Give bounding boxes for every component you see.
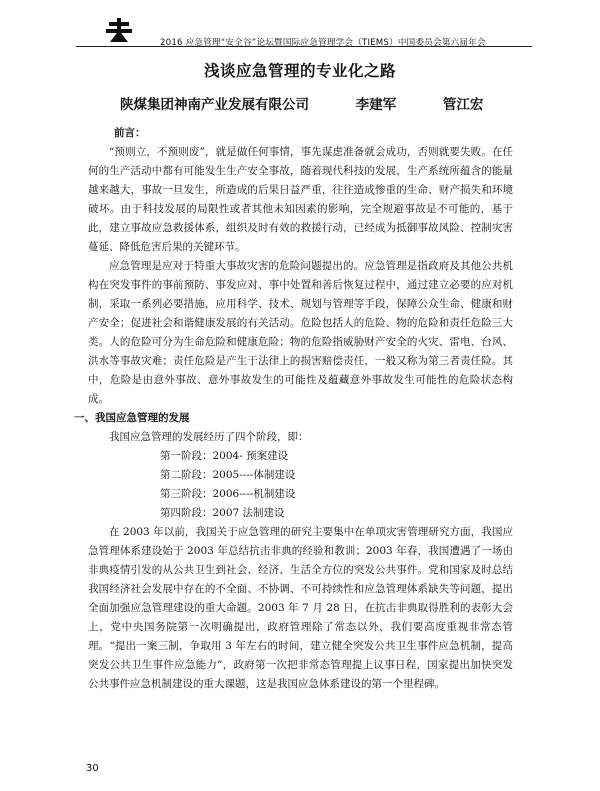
article-title: 浅谈应急管理的专业化之路 <box>203 62 396 80</box>
body-paragraph: 在 2003 年以前，我国关于应急管理的研究主要集中在单项灾害管理研究方面，我国应急管理体系建设始于 2003 年总结抗击非典的经验和教训；2003 年春，我国遭遇了一场由非典疫情引发的从公共卫生到社会、经济、生活全方位的突发公共事件。党和国家及时总结我国经济社会发展中存在的不全面、不协调、不可持续性和应急管理体系缺失等问题，提出全面加强应急管理建设的重大命题。2003 年 7 月 28 日，在抗击非典取得胜利的表彰大会上，党中央国务院第一次明确提出，政府管理除了常态以外，我们要高度重视非常态管理。“提出一案三制，争取用 3 年左右的时间，建立健全突发公共卫生事件应急机制，提高突发公共卫生事件应急能力”，政府第一次把非常态管理提上议事日程，国家提出加快突发公共事件应急机制建设的重大课题，这是我国应急体系建设的第一个里程碑。 <box>88 526 513 690</box>
author-name: 管江宏 <box>442 97 484 113</box>
stage-item: 第三阶段：2006----机制建设 <box>160 488 296 500</box>
article-body <box>74 124 513 694</box>
running-header <box>76 16 532 46</box>
section-lead: 我国应急管理的发展经历了四个阶段，即： <box>109 431 309 443</box>
author-line <box>120 93 505 113</box>
intro-paragraph: 应急管理是应对于特重大事故灾害的危险问题提出的。应急管理是指政府及其他公共机构在突发事件的事前预防、事发应对、事中处置和善后恢复过程中，通过建立必要的应对机制，采取一系列必要措施，应用科学、技术、规划与管理等手段，保障公众生命、健康和财产安全；促进社会和谐健康发展的有关活动。危险包括人的危险、物的危险和责任危险三大类。人的危险可分为生命危险和健康危险；物的危险指威胁财产安全的火灾、雷电、台风、洪水等事故灾难；责任危险是产生于法律上的损害赔偿责任，一般又称为第三者责任险。其中，危险是由意外事故、意外事故发生的可能性及蕴藏意外事故发生可能性的危险状态构成。 <box>88 260 513 405</box>
conference-logo-icon <box>106 18 132 42</box>
stage-item: 第二阶段：2005----体制建设 <box>160 469 296 481</box>
stage-list <box>88 447 513 523</box>
author-organization: 陕煤集团神南产业发展有限公司 <box>120 97 309 113</box>
header-rule <box>76 46 532 47</box>
stage-item: 第一阶段：2004- 预案建设 <box>160 450 289 462</box>
page-number: 30 <box>86 763 99 774</box>
preface-label: 前言： <box>114 127 146 139</box>
header-text: 2016 应急管理“安全谷”论坛暨国际应急管理学会（TIEMS）中国委员会第六届年会 <box>160 38 486 48</box>
section-heading: 一、我国应急管理的发展 <box>74 412 190 424</box>
intro-paragraph: “预则立，不预则废”，就是做任何事情，事先谋虑准备就会成功，否则就要失败。在任何的生产活动中都有可能发生生产安全事故，随着现代科技的发展，生产系统所蕴含的能量越来越大，事故一旦发生，所造成的后果日益严重，往往造成惨重的生命、财产损失和环境破坏。由于科技发展的局限性或者其他未知因素的影响，完全规避事故是不可能的，基于此，建立事故应急救援体系，组织及时有效的救援行动，已经成为抵御事故风险、控制灾害蔓延、降低危害后果的关键环节。 <box>88 146 513 253</box>
stage-item: 第四阶段：2007 法制建设 <box>160 507 285 519</box>
author-name: 李建军 <box>355 97 397 113</box>
